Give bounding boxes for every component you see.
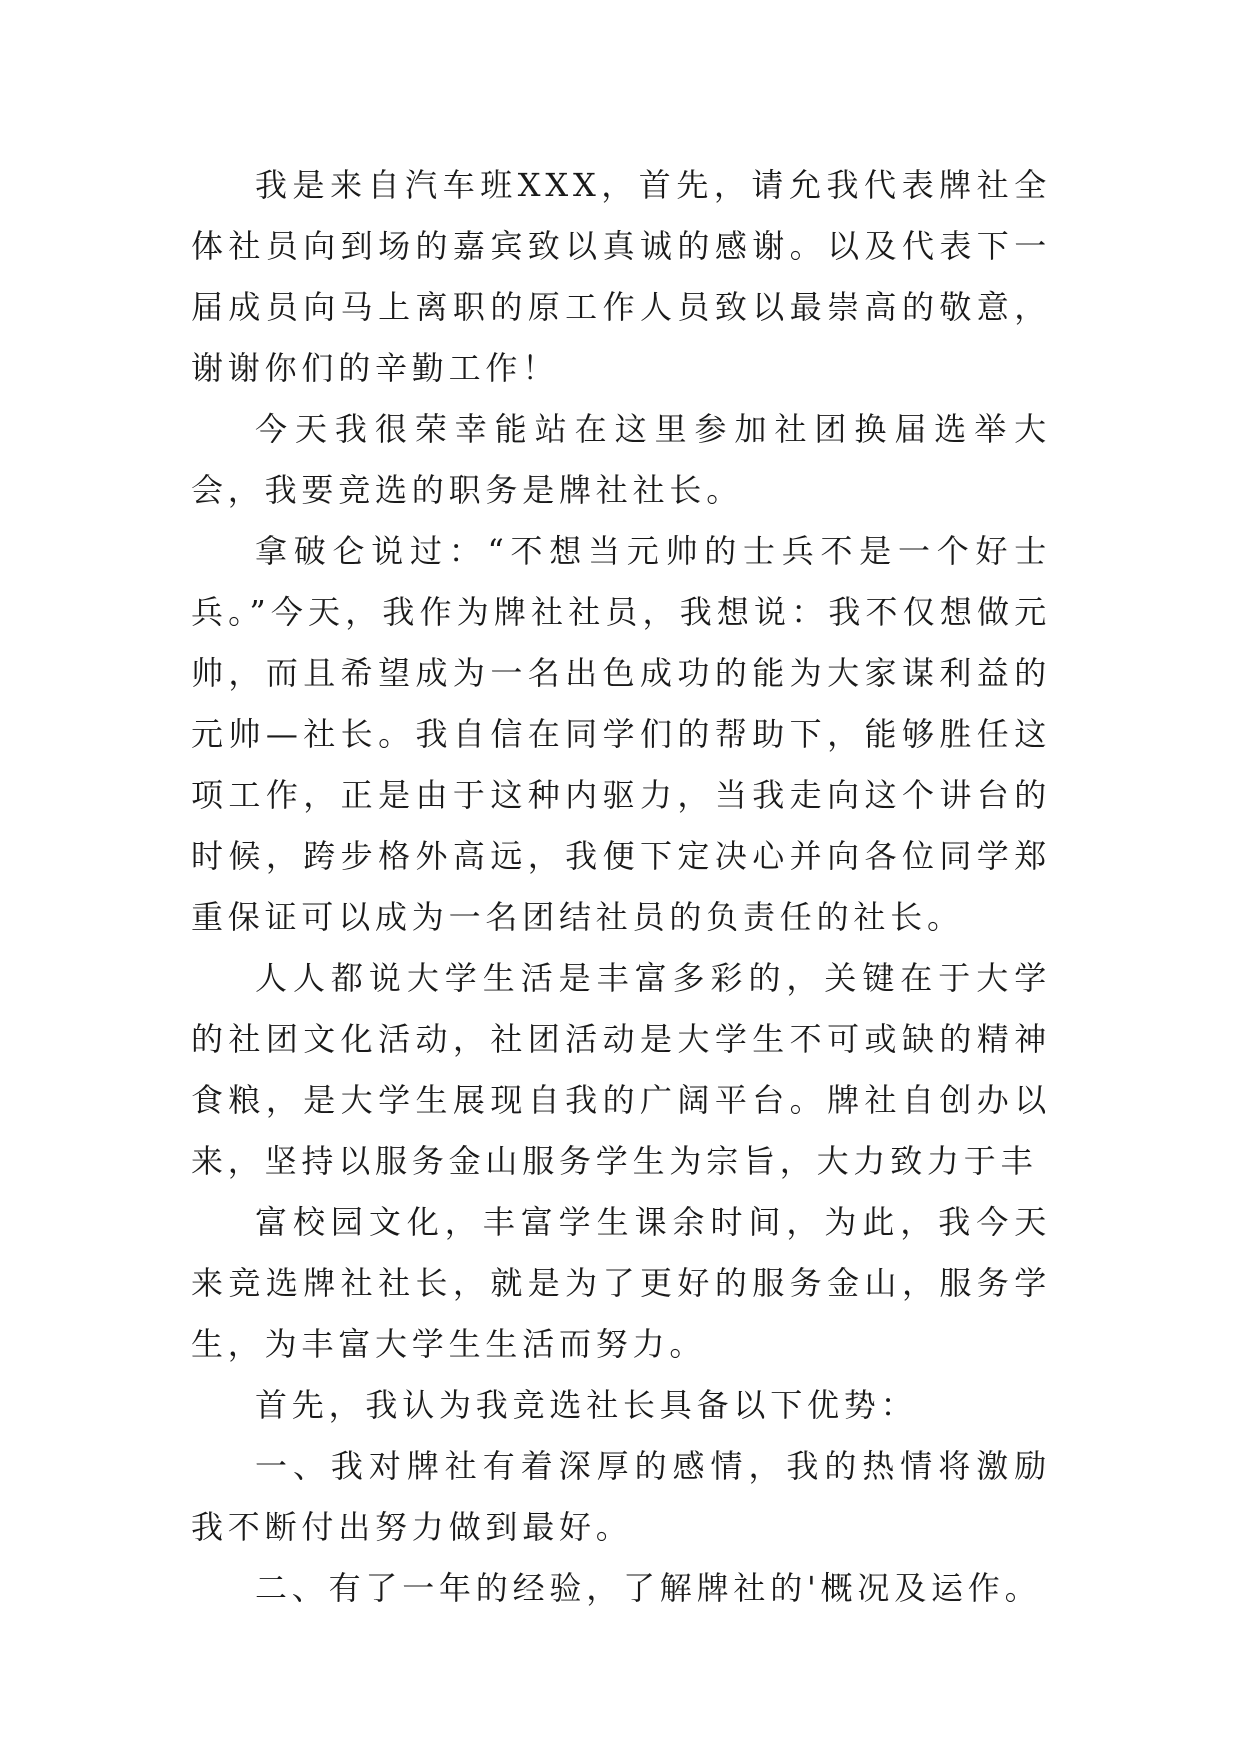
- paragraph-advantage-one: 一、我对牌社有着深厚的感情，我的热情将激励我不断付出努力做到最好。: [191, 1447, 1051, 1546]
- paragraph-college-life: 人人都说大学生活是丰富多彩的，关键在于大学的社团文化活动，社团活动是大学生不可或缺的精神食粮，是大学生展现自我的广阔平台。牌社自创办以来，坚持以服务金山服务学生为宗旨，大力致力于丰: [191, 959, 1051, 1180]
- paragraph-greeting: 我是来自汽车班XXX，首先，请允我代表牌社全体社员向到场的嘉宾致以真诚的感谢。以及代表下一届成员向马上离职的原工作人员致以最崇高的敬意，谢谢你们的辛勤工作！: [191, 166, 1051, 387]
- paragraph-napoleon-quote: 拿破仑说过：“不想当元帅的士兵不是一个好士兵。”今天，我作为牌社社员，我想说：我不仅想做元帅，而且希望成为一名出色成功的能为大家谋利益的元帅—社长。我自信在同学们的帮助下，能够胜任这项工作，正是由于这种内驱力，当我走向这个讲台的时候，跨步格外高远，我便下定决心并向各位同学郑重保证可以成为一名团结社员的负责任的社长。: [191, 532, 1051, 936]
- paragraph-position: 今天我很荣幸能站在这里参加社团换届选举大会，我要竞选的职务是牌社社长。: [191, 410, 1051, 509]
- paragraph-advantage-two: 二、有了一年的经验，了解牌社的'概况及运作。: [255, 1569, 1042, 1607]
- paragraph-campus-culture: 富校园文化，丰富学生课余时间，为此，我今天来竞选牌社社长，就是为了更好的服务金山，服务学生，为丰富大学生生活而努力。: [191, 1203, 1051, 1363]
- paragraph-advantages-intro: 首先，我认为我竞选社长具备以下优势：: [255, 1386, 918, 1424]
